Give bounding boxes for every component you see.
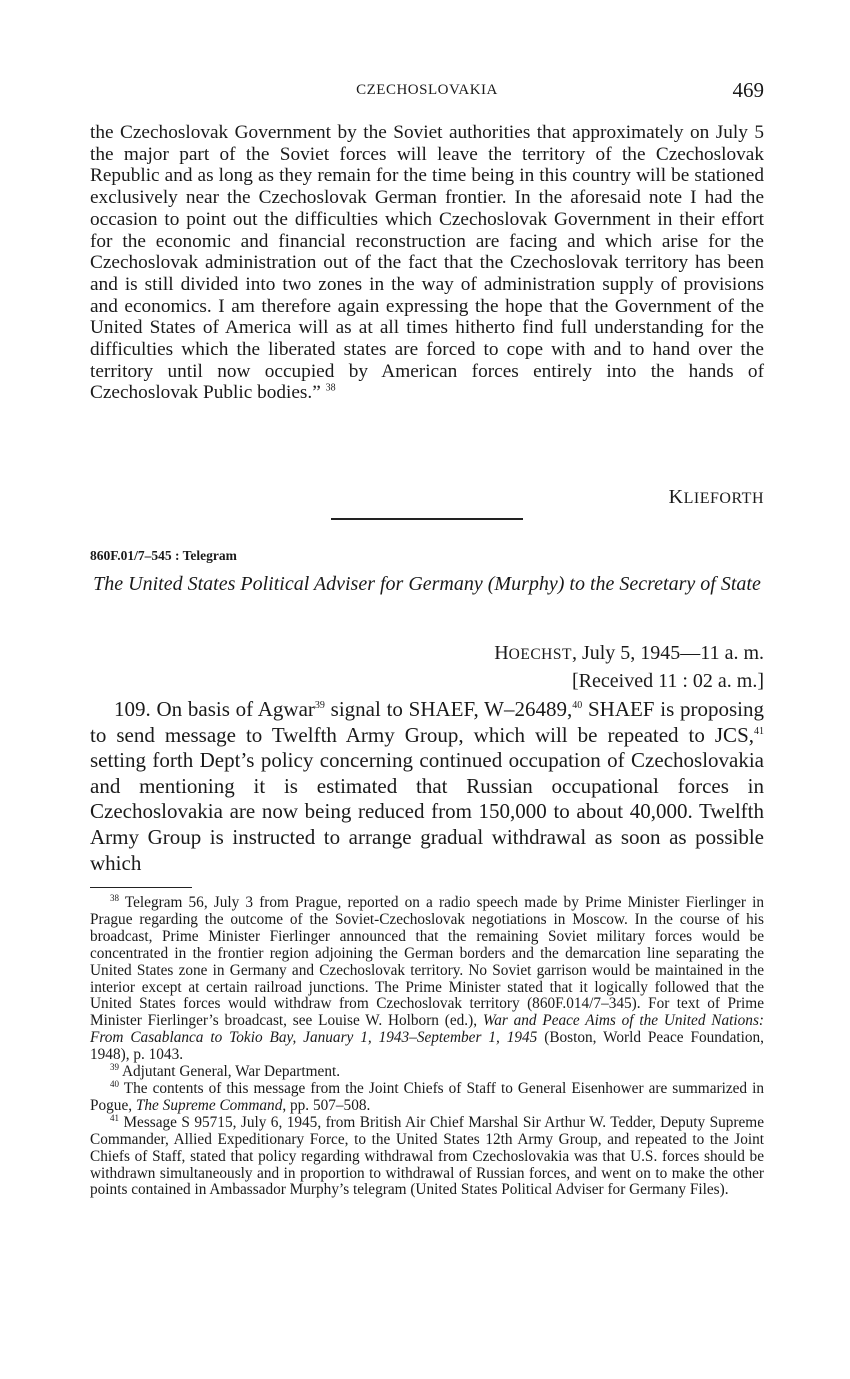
telegram-text-2: signal to SHAEF, W–26489,	[324, 697, 573, 721]
telegram-paragraph	[90, 697, 764, 876]
place-initial: H	[494, 642, 509, 664]
footnote-ref-38: 38	[325, 383, 336, 395]
telegram-text-1: 109. On basis of Agwar	[114, 697, 315, 721]
telegram-text-3: SHAEF is proposing to send message to Twelfth Army Group, which will be repeated to JCS,	[90, 697, 765, 747]
continued-letter	[90, 122, 764, 404]
footnote-40	[90, 1078, 764, 1115]
footnote-ref-40: 40	[572, 700, 583, 711]
footnote-text: The contents of this message from the Joint Chiefs of Staff to General Eisenhower are summarized in Pogue,	[90, 1079, 764, 1114]
telegram-text-4: setting forth Dept’s policy concerning continued occupation of Czechoslovakia and mentioning it is estimated that Russian occupational forces in Czechoslovakia are now being reduced from 150,000 to about 40,000. Twelfth Army Group is instructed to arrange gradual withdrawal as soon as possible which	[90, 748, 764, 875]
footnote-book-title: The Supreme Command	[135, 1096, 283, 1114]
telegram-body	[90, 697, 764, 876]
footnote-text: Message S 95715, July 6, 1945, from British Air Chief Marshal Sir Arthur W. Tedder, Deputy Supreme Commander, Allied Expeditionary Force, to the United States 12th Army Group, and repeated to the Joint Chiefs of Staff, stated that policy regarding withdrawal from Czechoslovakia was that U.S. forces should be withdrawn simultaneously and in proportion to withdrawal of Russian forces, and went on to make the other points contained in Ambassador Murphy’s telegram (United States Political Adviser for Germany Files).	[90, 1113, 764, 1199]
place-date	[90, 640, 764, 668]
signature-initial: K	[668, 486, 684, 508]
footnote-ref-39: 39	[314, 700, 325, 711]
footnote-number: 40	[110, 1078, 119, 1089]
date-time: , July 5, 1945—11 a. m.	[571, 642, 764, 664]
footnotes	[90, 892, 765, 1199]
footnote-divider	[90, 887, 192, 888]
signature	[90, 486, 764, 509]
dateline	[90, 640, 764, 695]
footnote-number: 38	[110, 892, 119, 903]
page-number: 469	[732, 78, 764, 102]
footnote-text: Adjutant General, War Department.	[119, 1063, 341, 1081]
received-time: [Received 11 : 02 a. m.]	[572, 670, 764, 692]
running-head: CZECHOSLOVAKIA	[356, 82, 498, 98]
footnote-39	[90, 1061, 764, 1081]
letter-paragraph	[90, 122, 764, 404]
file-reference: 860F.01/7–545 : Telegram	[90, 548, 237, 563]
signature-rest: LIEFORTH	[683, 490, 764, 507]
footnote-number: 39	[110, 1061, 119, 1072]
footnote-41	[90, 1112, 764, 1200]
page-header	[90, 78, 764, 108]
place-rest: OECHST	[508, 646, 572, 663]
letter-text: the Czechoslovak Government by the Soviet authorities that approximately on July 5 the major part of the Soviet forces will leave the territory of the Czechoslovak Republic and as long as they remain for the time being in this country will be stationed exclusively near the Czechoslovak German frontier. In the aforesaid note I had the occasion to point out the difficulties which Czechoslovak Government in their effort for the economic and financial reconstruction are facing and which arise for the Czechoslovak administration out of the fact that the Czechoslovak territory has been and is still divided into two zones in the way of administration supply of provisions and economics. I am therefore again expressing the hope that the Government of the United States of America will as at all times hitherto find full understanding for the difficulties which the liberated states are forced to cope with and to hand over the territory until now occupied by American forces entirely into the hands of Czechoslovak Public bodies.”	[90, 122, 764, 404]
footnote-ref-41: 41	[754, 725, 764, 737]
footnote-38	[90, 892, 765, 1064]
footnote-text: Telegram 56, July 3 from Prague, reported on a radio speech made by Prime Minister Fierlinger in Prague regarding the outcome of the Soviet-Czechoslovak negotiations in Moscow. In the course of his broadcast, Prime Minister Fierlinger announced that the remaining Soviet military forces would be concentrated in the frontier region adjoining the German borders and the demarcation line separating the United States zone in Germany and Czechoslovak territory. No Soviet garrison would be maintained in the interior except at certain railroad junctions. The Prime Minister stated that it logically followed that the United States forces would withdraw from Czechoslovak territory (860F.014/7–345). For text of Prime Minister Fierlinger’s broadcast, see Louise W. Holborn (ed.),	[90, 894, 764, 1030]
footnote-book-title: War and Peace Aims of the United Nations: From Casablanca to Tokio Bay, January 1, 1943–September 1, 1945	[90, 1012, 765, 1047]
footnote-number: 41	[110, 1112, 119, 1123]
section-divider	[331, 518, 523, 520]
document-title: The United States Political Adviser for Germany (Murphy) to the Secretary of State	[93, 573, 761, 595]
footnote-text: , pp. 507–508.	[282, 1096, 371, 1114]
footnote-text: (Boston, World Peace Foundation, 1948), p. 1043.	[90, 1029, 764, 1064]
